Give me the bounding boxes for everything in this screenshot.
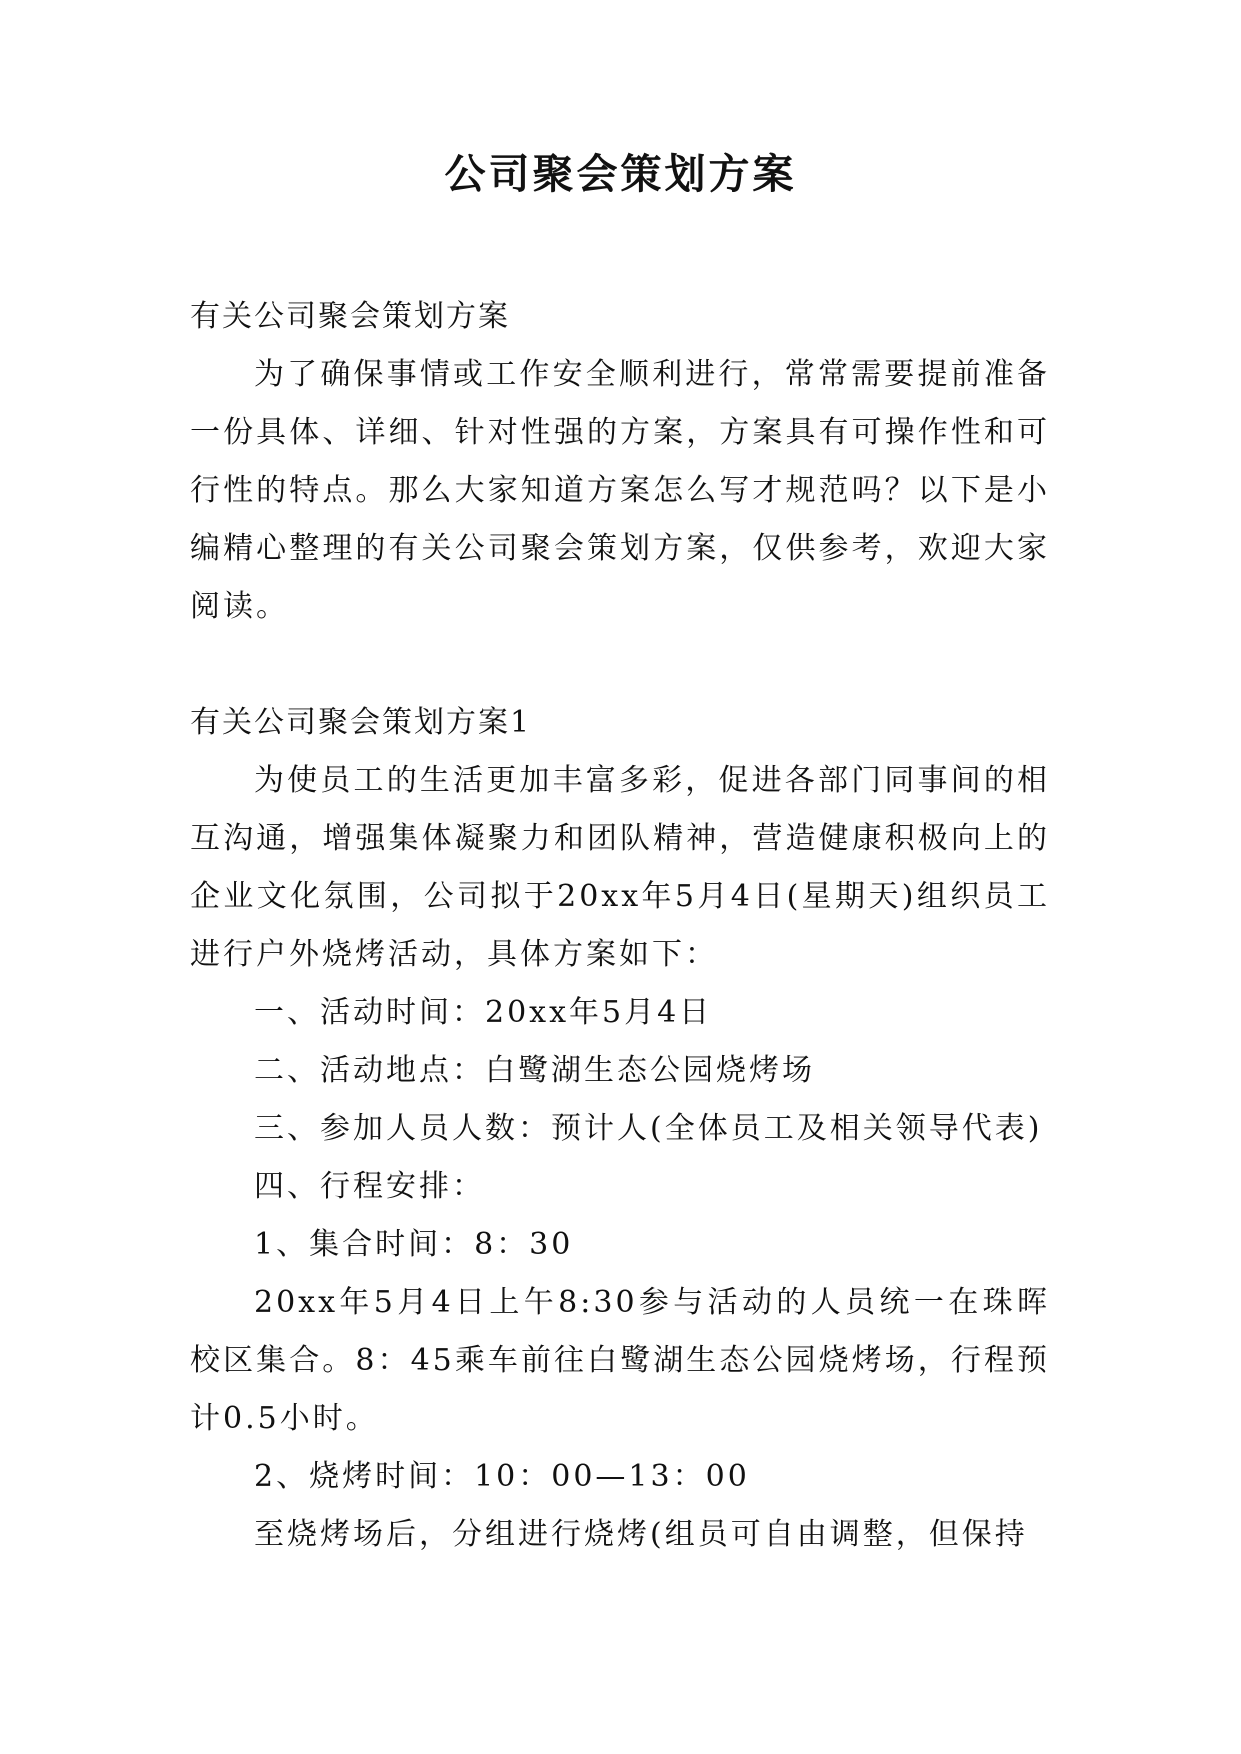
schedule-item-gathering-detail: 20xx年5月4日上午8:30参与活动的人员统一在珠晖校区集合。8：45乘车前往白鹭湖生态公园烧烤场，行程预计0.5小时。 bbox=[190, 1285, 1050, 1436]
document-title: 公司聚会策划方案 bbox=[444, 150, 797, 198]
schedule-item-bbq-detail: 至烧烤场后，分组进行烧烤(组员可自由调整，但保持 bbox=[254, 1517, 1028, 1552]
list-item-location: 二、活动地点：白鹭湖生态公园烧烤场 bbox=[254, 1053, 815, 1088]
schedule-item-gathering: 1、集合时间：8：30 bbox=[254, 1227, 574, 1262]
list-item-schedule: 四、行程安排： bbox=[254, 1169, 485, 1204]
schedule-item-bbq: 2、烧烤时间：10：00—13：00 bbox=[254, 1459, 750, 1494]
section-heading: 有关公司聚会策划方案1 bbox=[190, 705, 532, 740]
intro-paragraph: 为了确保事情或工作安全顺利进行，常常需要提前准备一份具体、详细、针对性强的方案，方案具有可操作性和可行性的特点。那么大家知道方案怎么写才规范吗？以下是小编精心整理的有关公司聚会策划方案，仅供参考，欢迎大家阅读。 bbox=[190, 357, 1050, 624]
section-paragraph: 为使员工的生活更加丰富多彩，促进各部门同事间的相互沟通，增强集体凝聚力和团队精神，营造健康积极向上的企业文化氛围，公司拟于20xx年5月4日(星期天)组织员工进行户外烧烤活动，具体方案如下： bbox=[190, 763, 1050, 972]
list-item-participants: 三、参加人员人数：预计人(全体员工及相关领导代表) bbox=[254, 1111, 1043, 1146]
intro-heading: 有关公司聚会策划方案 bbox=[190, 299, 510, 334]
paragraph-spacer bbox=[190, 636, 1050, 694]
document-body bbox=[190, 288, 1050, 1564]
list-item-time: 一、活动时间：20xx年5月4日 bbox=[254, 995, 713, 1030]
